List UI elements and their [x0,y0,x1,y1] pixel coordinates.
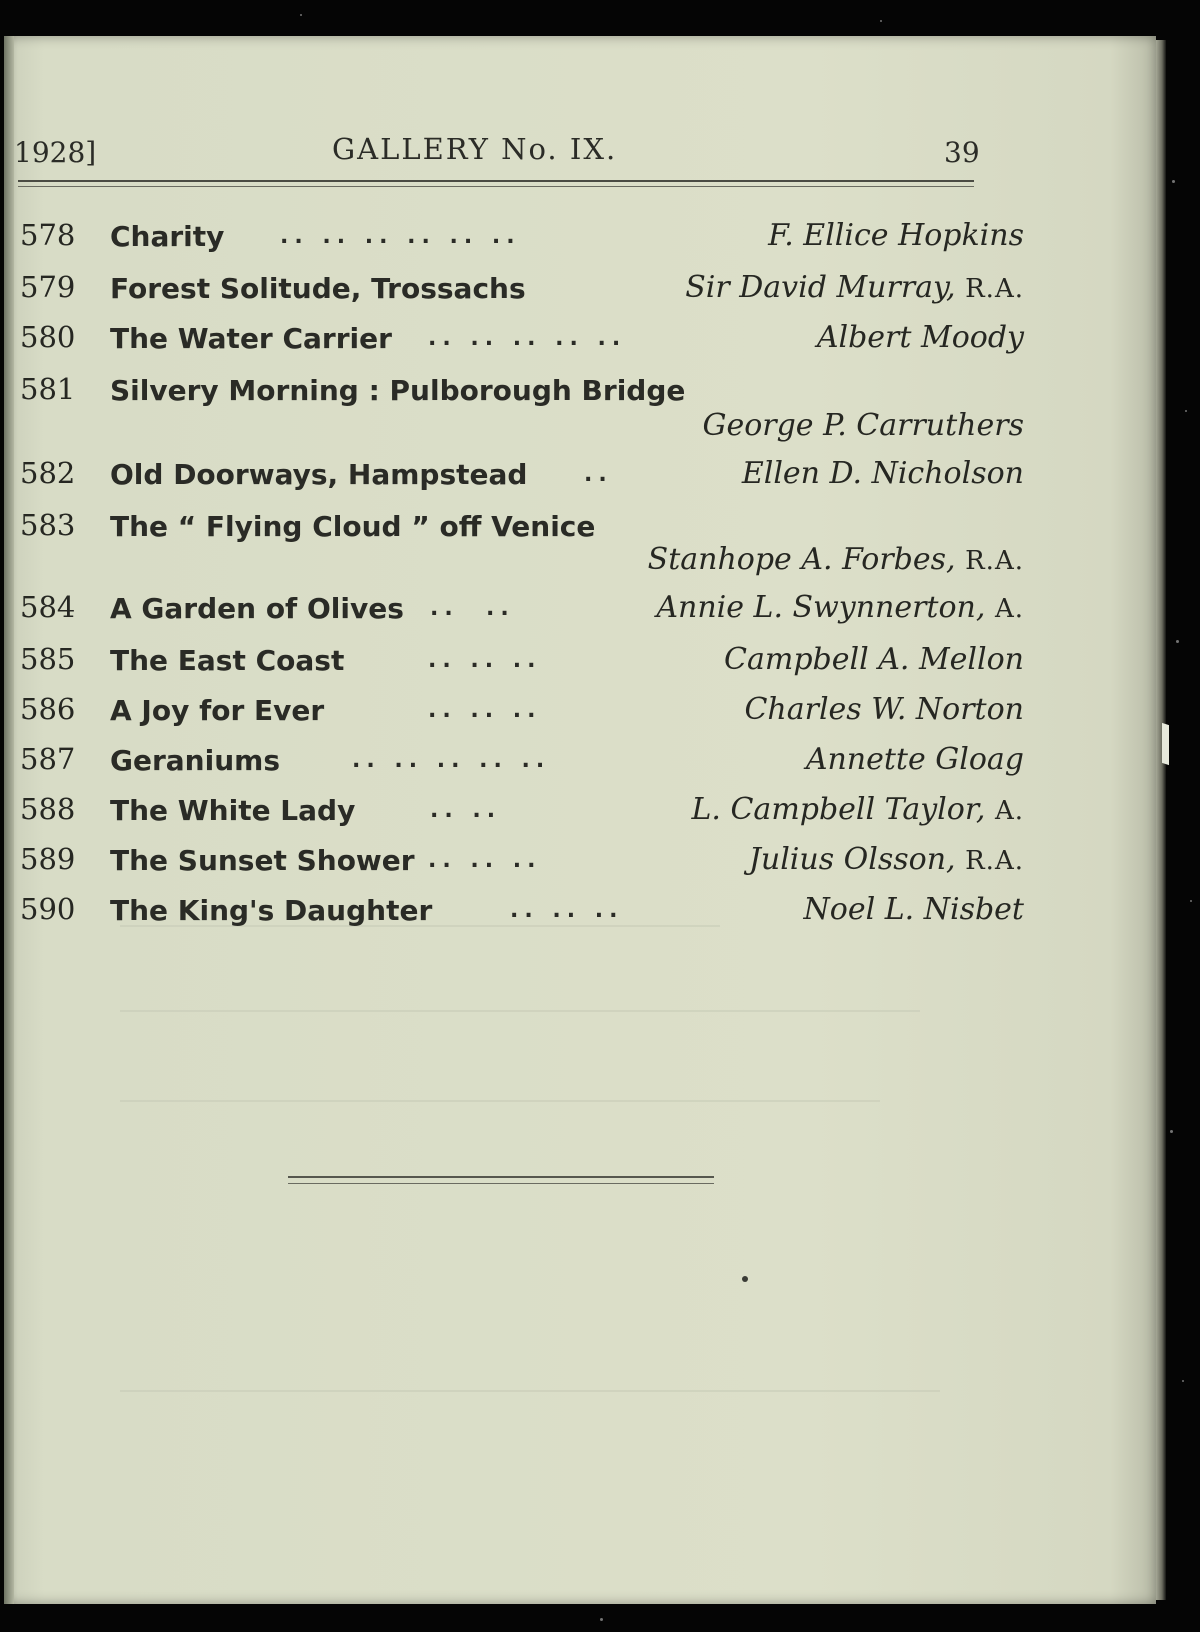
speck [1185,410,1187,412]
header-year: 1928] [14,136,97,169]
entry-artist: Sir David Murray, R.A. [685,270,1024,305]
leader-dots: .. .. [430,596,515,621]
header-rule-thin [18,186,974,187]
entry-artist: L. Campbell Taylor, A. [691,792,1024,827]
speck [880,20,882,22]
entry-number: 589 [20,842,76,876]
leader-dots: .. .. .. .. .. .. [280,224,521,249]
entry-title: The King's Daughter [110,894,433,927]
header-title: GALLERY No. IX. [332,132,618,166]
leader-dots: .. .. .. [428,648,542,673]
entry-number: 582 [20,456,76,490]
speck [1170,1130,1173,1133]
entry-artist: Charles W. Norton [744,692,1024,727]
entry-number: 578 [20,218,76,252]
entry-artist: Albert Moody [816,320,1024,355]
entry-number: 581 [20,372,76,406]
speck [1182,1380,1184,1382]
page-edge [1156,40,1166,1600]
entry-title: Old Doorways, Hampstead [110,458,528,491]
entry-artist: F. Ellice Hopkins [768,218,1024,253]
entry-number: 579 [20,270,76,304]
speck [1172,180,1175,183]
entry-title: The Sunset Shower [110,844,415,877]
entry-artist: Julius Olsson, R.A. [748,842,1024,877]
ink-spot [742,1276,748,1282]
entry-title: A Garden of Olives [110,592,404,625]
page-number: 39 [944,136,980,169]
bleed-line [120,1100,880,1102]
entry-artist: Annie L. Swynnerton, A. [656,590,1024,625]
running-header [0,128,1200,168]
entry-title: Charity [110,220,225,253]
speck [300,14,302,16]
entry-artist: Annette Gloag [805,742,1024,777]
leader-dots: .. .. .. .. .. [352,748,551,773]
entry-title: Forest Solitude, Trossachs [110,272,526,305]
entry-number: 586 [20,692,76,726]
bleed-line [120,1010,920,1012]
entry-number: 583 [20,508,76,542]
entry-title: Silvery Morning : Pulborough Bridge [110,374,686,407]
entry-artist: George P. Carruthers [702,408,1024,443]
page-tab-mark [1162,723,1169,765]
leader-dots: .. .. .. .. .. [428,326,627,351]
entry-title: The Water Carrier [110,322,392,355]
entry-number: 580 [20,320,76,354]
entry-number: 585 [20,642,76,676]
leader-dots: .. .. .. [428,698,542,723]
speck [600,1618,603,1621]
header-rule [18,180,974,182]
leader-dots: .. [584,462,613,487]
leader-dots: .. .. [430,798,502,823]
entry-title: A Joy for Ever [110,694,325,727]
entry-title: Geraniums [110,744,280,777]
entry-number: 584 [20,590,76,624]
page-gutter-shadow [4,36,14,1604]
entry-number: 588 [20,792,76,826]
entry-number: 590 [20,892,76,926]
entry-artist: Ellen D. Nicholson [741,456,1024,491]
leader-dots: .. .. .. [428,848,542,873]
entry-number: 587 [20,742,76,776]
leader-dots: .. .. .. [510,898,624,923]
entry-artist: Noel L. Nisbet [803,892,1024,927]
speck [1190,900,1192,902]
closing-rule [288,1176,714,1178]
speck [1176,640,1179,643]
entry-artist: Campbell A. Mellon [724,642,1024,677]
entry-title: The “ Flying Cloud ” off Venice [110,510,596,543]
entry-title: The East Coast [110,644,345,677]
entry-artist: Stanhope A. Forbes, R.A. [647,542,1024,577]
bleed-line [120,1390,940,1392]
entry-title: The White Lady [110,794,356,827]
closing-rule-thin [288,1183,714,1184]
